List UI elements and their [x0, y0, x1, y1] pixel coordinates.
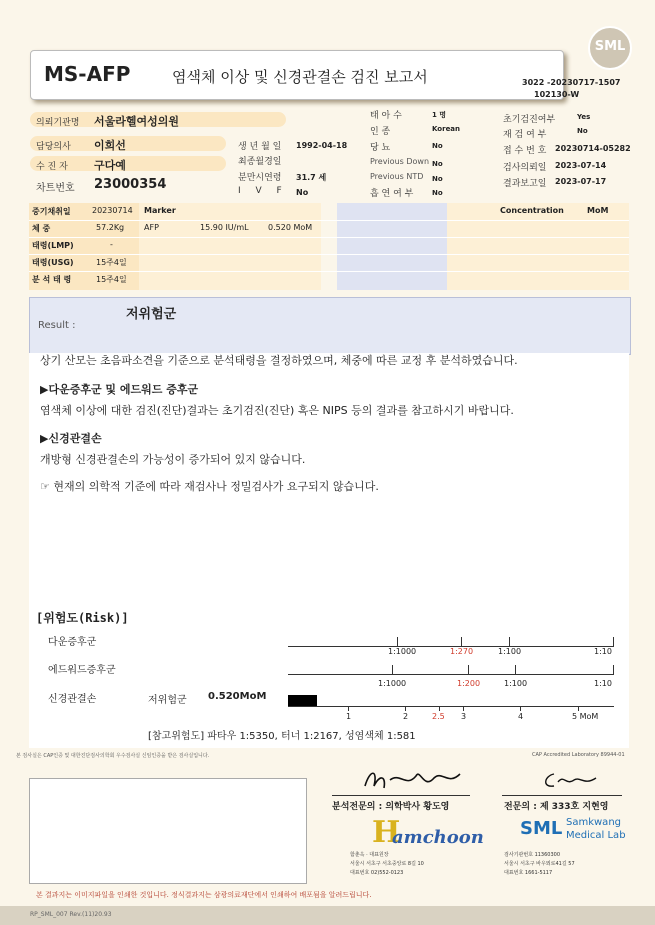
ntd-mom-bar — [288, 695, 317, 706]
mom-header: MoM — [587, 206, 609, 215]
ntd-mom: 0.520MoM — [208, 691, 267, 702]
sml-name: Samkwang — [566, 817, 621, 828]
ivf-label: I V F — [238, 186, 288, 196]
marker-mom: 0.520 MoM — [268, 223, 313, 232]
logo-text: SML — [594, 39, 626, 54]
hamchoon-info-0: 함춘옥 · 대표원장 — [350, 852, 389, 858]
age-label: 분만시연령 — [238, 173, 282, 183]
examinee-name: 구다예 — [94, 159, 126, 172]
age-value: 31.7 세 — [296, 173, 327, 182]
retest-label: 재 검 여 부 — [503, 130, 547, 140]
concentration-header: Concentration — [500, 206, 564, 215]
edward-scale-line — [288, 674, 614, 675]
ntd-result: 저위험군 — [148, 695, 187, 706]
receipt-label: 접 수 번 호 — [503, 146, 547, 156]
risk-title: [위험도(Risk)] — [36, 611, 129, 625]
down-tick-2: 1:100 — [498, 647, 522, 656]
ntd-tick-4: 4 — [518, 712, 524, 721]
race-label: 인 종 — [370, 127, 391, 137]
doctor-label: 담당의사 — [36, 142, 71, 152]
lmp-label: 최종월경일 — [238, 157, 282, 167]
report-number-1: 3022 -20230717-1507 — [522, 78, 621, 87]
measure-label-3: 태령(USG) — [32, 258, 74, 267]
comment-line-2: 염색체 이상에 대한 검진(진단)결과는 초기검진(진단) 혹은 NIPS 등의 결과를 참고하시기 바랍니다. — [40, 404, 514, 417]
small-note-right: CAP Accredited Laboratory 89944-01 — [532, 752, 625, 758]
sml-logo — [588, 26, 632, 70]
hamchoon-info-1: 서울시 서초구 서초중앙로 8길 10 — [350, 861, 424, 867]
edward-tick-2: 1:100 — [504, 679, 528, 688]
down-tick-3: 1:10 — [594, 647, 612, 656]
measure-value-2: - — [110, 240, 113, 249]
diabetes-label: 당 뇨 — [370, 143, 391, 153]
retest-value: No — [577, 127, 588, 135]
prev-down-value: No — [432, 160, 443, 168]
down-tick-1: 1:270 — [450, 647, 474, 656]
sml-info-1: 서울시 서초구 바우뫼로41길 57 — [504, 861, 575, 867]
form-number: RP_SML_007 Rev.(11)20.93 — [30, 911, 112, 918]
ivf-value: No — [296, 188, 309, 197]
edward-label: 에드워드증후군 — [48, 665, 116, 676]
sml-sub: Medical Lab — [566, 830, 626, 841]
small-note-left: 본 검사실은 CAP인증 및 대한진단검사의학회 우수검사실 신임인증을 받은 검사실입니다. — [16, 753, 210, 759]
sml-info-2: 대표번호 1661-5117 — [504, 870, 553, 876]
fetus-value: 1 명 — [432, 111, 447, 119]
sml-info-0: 검사기관번호 11360300 — [504, 852, 561, 858]
measure-value-1: 57.2Kg — [96, 223, 125, 232]
result-box — [29, 297, 631, 355]
result-label: Result : — [38, 320, 76, 331]
hospital-label: 의뢰기관명 — [36, 118, 80, 128]
chart-number: 23000354 — [94, 177, 167, 192]
edward-tick-1: 1:200 — [457, 679, 481, 688]
request-label: 검사의뢰일 — [503, 163, 547, 173]
birth-value: 1992-04-18 — [296, 141, 348, 150]
prev-down-label: Previous Down — [370, 157, 430, 166]
comment-line-4: ☞ 현재의 의학적 기준에 따라 재검사나 정밀검사가 요구되지 않습니다. — [40, 480, 379, 493]
report-number-2: 102130-W — [534, 90, 580, 99]
measure-label-4: 분 석 태 령 — [32, 275, 72, 284]
fetus-label: 태 아 수 — [370, 111, 402, 121]
sign1-underline — [332, 795, 470, 796]
ntd-tick-1: 2 — [403, 712, 409, 721]
measure-value-0: 20230714 — [92, 206, 133, 215]
hamchoon-info-2: 대표번호 02)552-0123 — [350, 870, 404, 876]
ntd-tick-2: 2.5 — [432, 712, 445, 721]
race-value: Korean — [432, 125, 461, 133]
down-label: 다운증후군 — [48, 637, 97, 648]
sml-lab-logo: SML — [520, 818, 563, 839]
result-value: 저위험군 — [126, 307, 177, 322]
early-label: 초기검진여부 — [503, 115, 556, 125]
report-date: 2023-07-17 — [555, 177, 607, 186]
request-date: 2023-07-14 — [555, 161, 607, 170]
ntd-tick-5: 5 MoM — [572, 712, 599, 721]
comment-heading-2: ▶신경관결손 — [40, 432, 102, 445]
down-tick-0: 1:1000 — [388, 647, 417, 656]
comment-line-1: 상기 산모는 초음파소견을 기준으로 분석태령을 결정하였으며, 체중에 따른 교정 후 분석하였습니다. — [40, 354, 518, 367]
ntd-scale-line — [288, 706, 614, 707]
signature-1 — [360, 764, 470, 796]
smoke-value: No — [432, 189, 443, 197]
doctor-name: 이희선 — [94, 139, 126, 152]
marker-header: Marker — [144, 206, 176, 215]
sign2-underline — [502, 795, 622, 796]
measure-label-1: 체 중 — [32, 224, 51, 233]
edward-tick-0: 1:1000 — [378, 679, 407, 688]
memo-box — [29, 778, 307, 884]
report-title: 염색체 이상 및 신경관결손 검진 보고서 — [172, 68, 428, 86]
measure-value-3: 15주4일 — [96, 258, 127, 267]
hamchoon-text: amchoon — [392, 827, 484, 848]
smoke-label: 흡 연 여 부 — [370, 189, 414, 199]
hospital-name: 서울라헬여성의원 — [94, 115, 180, 128]
prev-ntd-value: No — [432, 175, 443, 183]
ntd-tick-3: 3 — [461, 712, 467, 721]
prev-ntd-label: Previous NTD — [370, 172, 424, 181]
sign1-label: 분석전문의 : 의학박사 황도영 — [332, 802, 450, 812]
receipt-value: 20230714-05282 — [555, 144, 631, 153]
diabetes-value: No — [432, 142, 443, 150]
report-date-label: 결과보고일 — [503, 179, 547, 189]
ntd-label: 신경관결손 — [48, 694, 97, 705]
footer-notice: 본 결과지는 이미지파일을 인쇄한 것입니다. 정식결과지는 삼광의료재단에서 인쇄하여 배포됨을 알려드립니다. — [36, 891, 372, 899]
reference-risk: [참고위험도] 파타우 1:5350, 터너 1:2167, 성염색체 1:581 — [148, 731, 416, 742]
report-code: MS-AFP — [44, 62, 131, 86]
marker-value: 15.90 IU/mL — [200, 223, 249, 232]
early-value: Yes — [577, 113, 591, 121]
comment-line-3: 개방형 신경관결손의 가능성이 증가되어 있지 않습니다. — [40, 453, 306, 466]
birth-label: 생 년 월 일 — [238, 142, 282, 152]
measure-value-4: 15주4일 — [96, 275, 127, 284]
edward-tick-3: 1:10 — [594, 679, 612, 688]
ntd-tick-0: 1 — [346, 712, 352, 721]
measure-label-2: 태령(LMP) — [32, 241, 74, 250]
comment-heading-1: ▶다운증후군 및 에드워드 증후군 — [40, 383, 199, 396]
signature-2 — [540, 768, 600, 792]
marker-name: AFP — [144, 223, 159, 232]
measure-label-0: 중기채취일 — [32, 207, 71, 216]
examinee-label: 수 진 자 — [36, 162, 68, 172]
sign2-label: 전문의 : 제 333호 지현영 — [504, 802, 609, 812]
chart-label: 차트번호 — [36, 183, 75, 194]
